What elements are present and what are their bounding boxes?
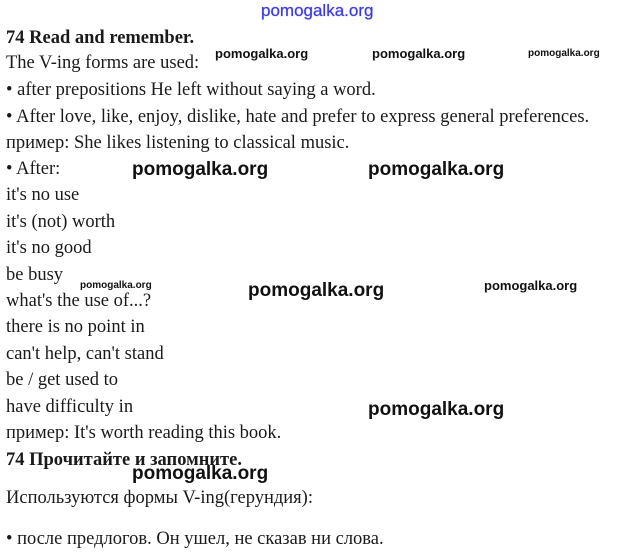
text-line: can't help, can't stand xyxy=(6,344,164,364)
watermark: pomogalka.org xyxy=(372,46,466,61)
watermark: pomogalka.org xyxy=(368,399,505,420)
watermark: pomogalka.org xyxy=(215,46,309,61)
watermark: pomogalka.org xyxy=(132,159,269,180)
text-line: • после предлогов. Он ушел, не сказав ни слова. xyxy=(6,529,384,549)
text-line: be / get used to xyxy=(6,370,119,390)
text-line: • after prepositions He left without saying a word. xyxy=(6,80,376,100)
text-line: have difficulty in xyxy=(6,397,134,417)
watermark: pomogalka.org xyxy=(248,280,385,301)
text-line: • After: xyxy=(6,159,61,179)
watermark: pomogalka.org xyxy=(528,48,600,59)
watermark: pomogalka.org xyxy=(132,463,269,484)
text-line: it's no good xyxy=(6,238,92,258)
text-line: пример: It's worth reading this book. xyxy=(6,423,282,443)
text-line: пример: She likes listening to classical music. xyxy=(6,133,350,153)
text-line: what's the use of...? xyxy=(6,291,152,311)
heading-ru: 74 Прочитайте и запомните. xyxy=(6,450,242,470)
text-line: The V-ing forms are used: xyxy=(6,53,200,73)
watermark: pomogalka.org xyxy=(368,159,505,180)
text-line: • After love, like, enjoy, dislike, hate and prefer to express general preferences. xyxy=(6,107,590,127)
watermark: pomogalka.org xyxy=(261,1,374,20)
watermark: pomogalka.org xyxy=(80,280,152,291)
watermark: pomogalka.org xyxy=(484,278,578,293)
heading-en: 74 Read and remember. xyxy=(6,28,195,48)
text-line: there is no point in xyxy=(6,317,145,337)
text-line: it's (not) worth xyxy=(6,212,116,232)
text-line: it's no use xyxy=(6,185,80,205)
text-line: be busy xyxy=(6,265,64,285)
text-line: Используются формы V-ing(герундия): xyxy=(6,488,313,508)
